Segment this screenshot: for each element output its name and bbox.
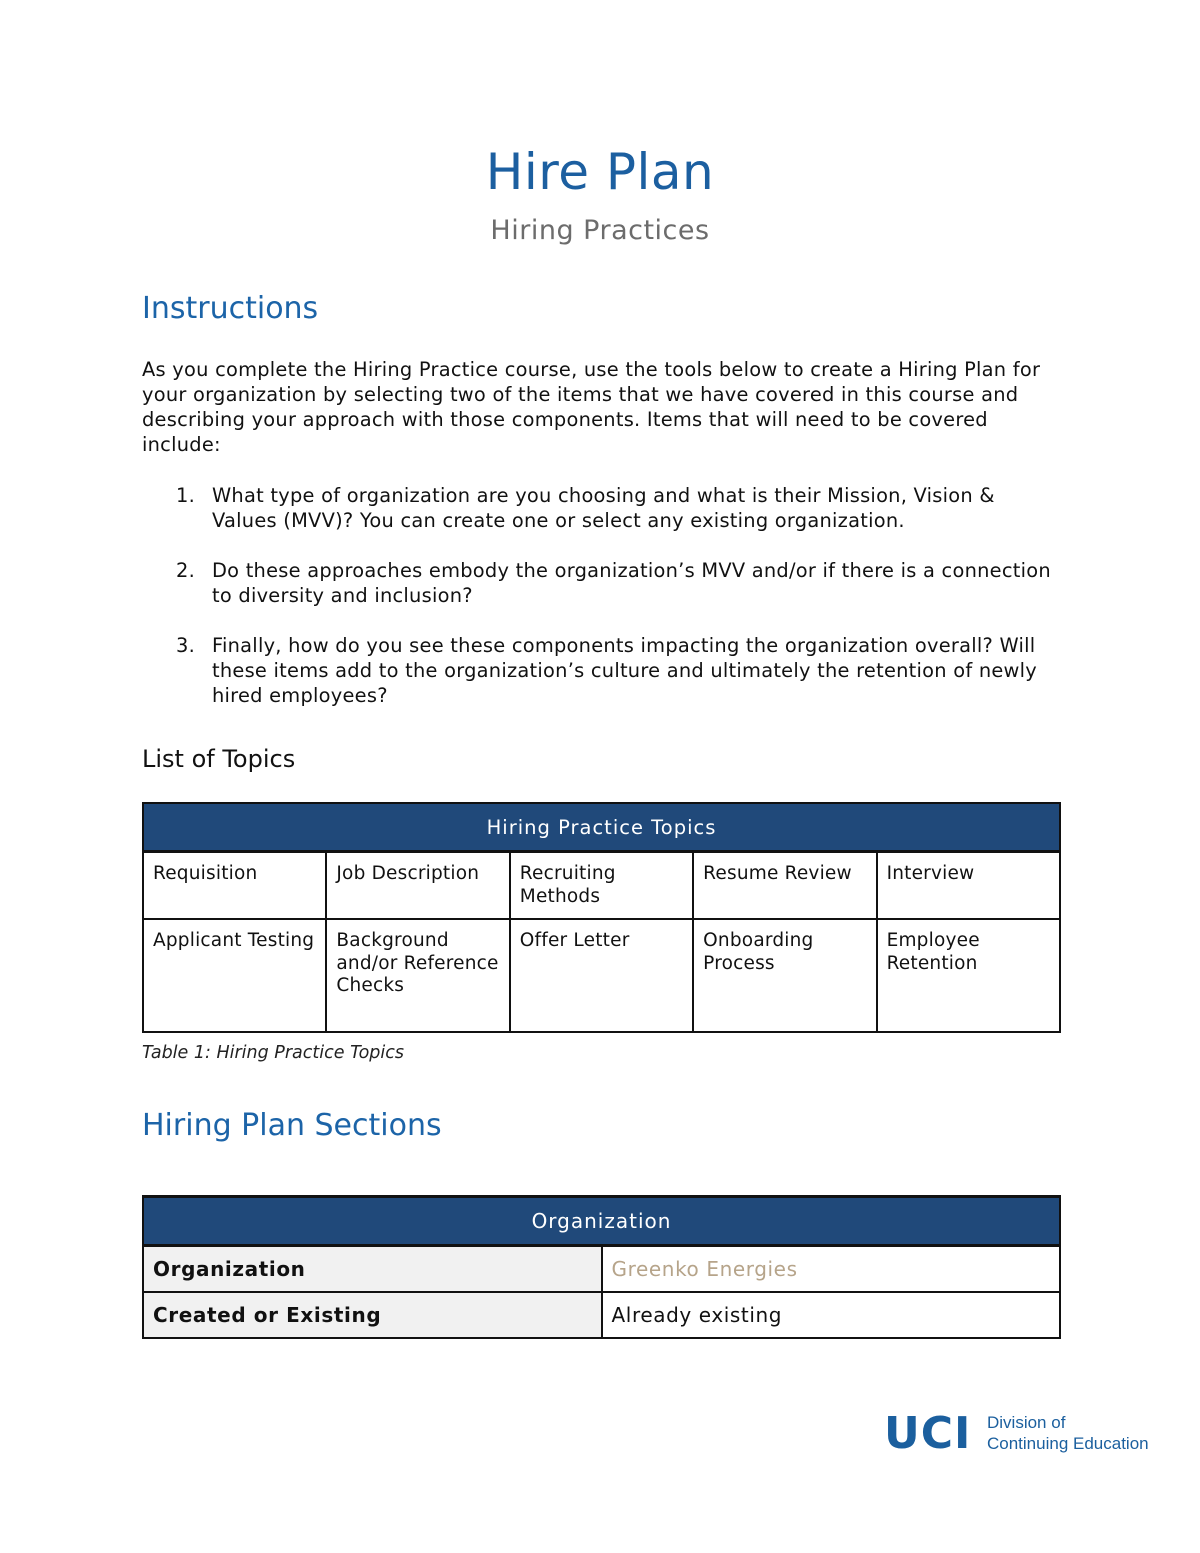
organization-value: Greenko Energies xyxy=(602,1246,1061,1293)
organization-table-header: Organization xyxy=(143,1197,1060,1246)
table-cell: Onboarding Process xyxy=(693,919,876,1032)
step-number: 1. xyxy=(176,484,196,507)
document-subtitle: Hiring Practices xyxy=(490,215,710,246)
table-row xyxy=(143,1246,1060,1293)
table-cell: Applicant Testing xyxy=(143,919,326,1032)
step-number: 2. xyxy=(176,559,196,582)
step-text: Do these approaches embody the organization’s MVV and/or if there is a connection to diversity and inclusion? xyxy=(212,559,1051,607)
table-cell: Employee Retention xyxy=(877,919,1060,1032)
step-text: Finally, how do you see these components impacting the organization overall? Will these items add to the organization’s culture and ultimately the retention of newly hired employees? xyxy=(212,634,1038,707)
step-number: 3. xyxy=(176,634,196,657)
topics-table xyxy=(142,802,1061,1033)
row-label: Organization xyxy=(143,1246,602,1293)
uci-logo xyxy=(884,1410,1164,1458)
topics-table-header: Hiring Practice Topics xyxy=(143,803,1060,852)
table-caption: Table 1: Hiring Practice Topics xyxy=(142,1043,405,1063)
topics-heading: List of Topics xyxy=(142,745,296,773)
uci-logo-mark: UCI xyxy=(884,1408,972,1459)
table-cell: Recruiting Methods xyxy=(510,852,693,920)
table-cell: Background and/or Reference Checks xyxy=(326,919,509,1032)
sections-heading: Hiring Plan Sections xyxy=(142,1108,442,1143)
instructions-intro: As you complete the Hiring Practice course, use the tools below to create a Hiring Plan for your organization by selecting two of the items that we have covered in this course and describing your approach with those components. Items that will need to be covered include: xyxy=(142,358,1041,456)
logo-text-line1: Division of xyxy=(987,1413,1066,1432)
table-row xyxy=(143,852,1060,920)
document-title: Hire Plan xyxy=(485,143,715,201)
table-cell: Resume Review xyxy=(693,852,876,920)
created-or-existing-value: Already existing xyxy=(602,1292,1061,1338)
table-row xyxy=(143,919,1060,1032)
table-cell: Job Description xyxy=(326,852,509,920)
organization-table xyxy=(142,1195,1061,1339)
table-cell: Offer Letter xyxy=(510,919,693,1032)
step-text: What type of organization are you choosing and what is their Mission, Vision & Values (MVV)? You can create one or select any existing organization. xyxy=(212,484,995,532)
instructions-heading: Instructions xyxy=(142,291,319,326)
table-row xyxy=(143,1292,1060,1338)
table-cell: Requisition xyxy=(143,852,326,920)
row-label: Created or Existing xyxy=(143,1292,602,1338)
logo-text-line2: Continuing Education xyxy=(987,1434,1149,1453)
table-cell: Interview xyxy=(877,852,1060,920)
